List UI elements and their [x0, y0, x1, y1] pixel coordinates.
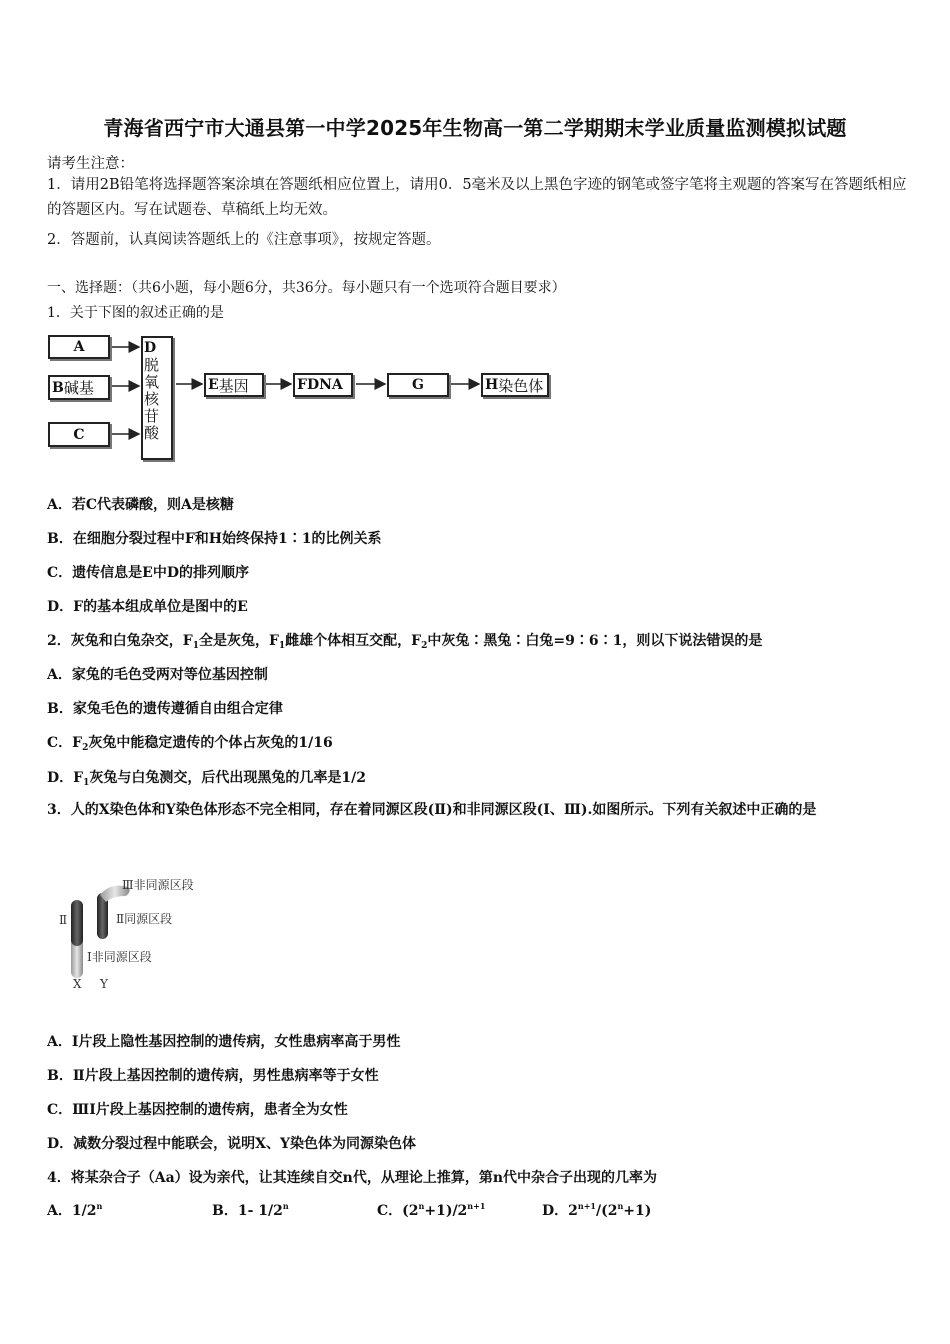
q1-option-b: B．在细胞分裂过程中F和H始终保持1∶1的比例关系 [47, 531, 382, 547]
label-II-left: Ⅱ [59, 913, 68, 927]
q4-stem: 4．将某杂合子（Aa）设为亲代，让其连续自交n代，从理论上推算，第n代中杂合子出现的几率为 [47, 1170, 658, 1186]
d-char-3: 核 [144, 390, 160, 408]
q1-option-d: D．F的基本组成单位是图中的E [47, 599, 248, 615]
q2-option-b: B．家兔毛色的遗传遵循自由组合定律 [47, 701, 283, 717]
box-c: C [48, 422, 110, 447]
label-x: X [73, 977, 82, 991]
box-b: B 碱基 [48, 375, 110, 400]
notice-heading: 请考生注意： [47, 156, 134, 172]
notice-item-2: 2．答题前，认真阅读答题纸上的《注意事项》，按规定答题。 [47, 232, 441, 248]
q4-option-a: A．1/2$^n$ [47, 1201, 103, 1219]
q1-option-c: C．遗传信息是E中D的排列顺序 [47, 565, 249, 581]
section-heading: 一、选择题：（共6小题，每小题6分，共36分。每小题只有一个选项符合题目要求） [47, 280, 566, 296]
box-e: E 基因 [204, 373, 264, 397]
label-II-right: Ⅱ同源区段 [116, 912, 173, 926]
q2-stem: 2．灰兔和白兔杂交，$F_1$全是灰兔，$F_1$雌雄个体相互交配，$F_2$中灰兔∶黑兔∶白兔=9∶6∶1，则以下说法错误的是 [47, 633, 763, 651]
q4-option-d: D．$2^{n+1}/(2^n+1)$ [542, 1201, 652, 1219]
q3-option-b: B．Ⅱ片段上基因控制的遗传病，男性患病率等于女性 [47, 1068, 379, 1084]
box-a: A [48, 335, 110, 359]
d-char-2: 氧 [144, 373, 160, 391]
q3-option-d: D．减数分裂过程中能联会，说明X、Y染色体为同源染色体 [47, 1136, 416, 1152]
label-III: Ⅲ非同源区段 [122, 878, 194, 892]
box-h: H 染色体 [481, 373, 549, 397]
label-I: Ⅰ非同源区段 [87, 950, 152, 964]
d-char-4: 苷 [144, 407, 160, 425]
d-char-5: 酸 [144, 424, 160, 442]
box-g: G [387, 373, 449, 397]
box-f: F DNA [293, 373, 353, 397]
q4-option-c: C．$(2^n+1)/2^{n+1}$ [377, 1201, 486, 1219]
box-d: D 脱 氧 核 苷 酸 [141, 336, 173, 460]
q1-stem: 1．关于下图的叙述正确的是 [47, 305, 224, 321]
q3-option-c: C．ⅢⅠ片段上基因控制的遗传病，患者全为女性 [47, 1102, 348, 1118]
q4-option-b: B．1- 1/2$^n$ [212, 1201, 289, 1219]
x-homologous-segment [71, 900, 83, 946]
q3-stem: 3．人的X染色体和Y染色体形态不完全相同，存在着同源区段(Ⅱ)和非同源区段(Ⅰ、Ⅲ).如图所示。下列有关叙述中正确的是 [47, 802, 817, 818]
q1-option-a: A．若C代表磷酸，则A是核糖 [47, 497, 234, 513]
d-char-1: 脱 [144, 356, 160, 374]
label-y: Y [100, 977, 108, 991]
q2-option-d: D．$F_1$灰兔与白兔测交，后代出现黑兔的几率是1/2 [47, 770, 366, 788]
q3-option-a: A．Ⅰ片段上隐性基因控制的遗传病，女性患病率高于男性 [47, 1034, 401, 1050]
q2-option-c: C．$F_2$灰兔中能稳定遗传的个体占灰兔的1/16 [47, 735, 333, 753]
q2-option-a: A．家兔的毛色受两对等位基因控制 [47, 667, 268, 683]
notice-item-1: 1．请用2B铅笔将选择题答案涂填在答题纸相应位置上，请用0．5毫米及以上黑色字迹的钢笔或签字笔将主观题的答案写在答题纸相应的答题区内。写在试题卷、草稿纸上均无效。 [47, 177, 907, 218]
page-title: 青海省西宁市大通县第一中学2025年生物高一第二学期期末学业质量监测模拟试题 [103, 116, 847, 140]
